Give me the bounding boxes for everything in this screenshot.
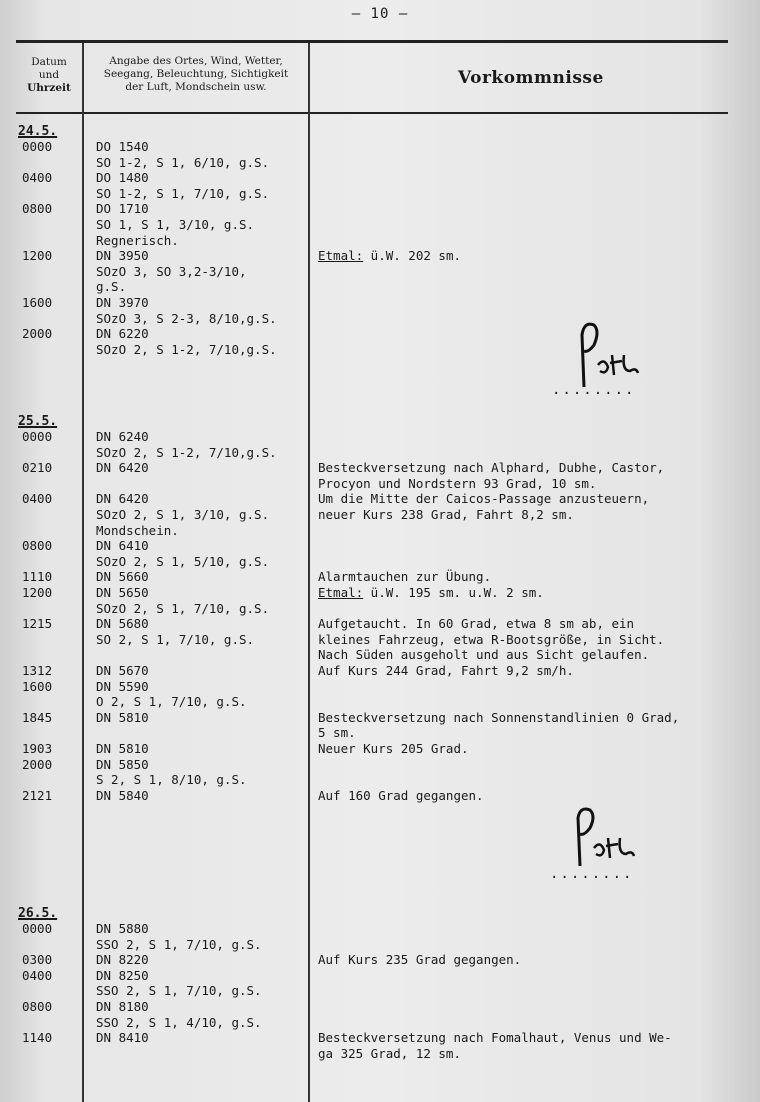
entry-location-weather: DN 5670 — [96, 663, 149, 678]
entry-time: 1200 — [22, 585, 53, 600]
entry-event-text: neuer Kurs 238 Grad, Fahrt 8,2 sm. — [318, 507, 574, 522]
entry-time: 0000 — [22, 921, 53, 936]
entry-time: 0210 — [22, 460, 53, 476]
entry-location-weather: DN 3950 — [96, 248, 149, 264]
entry-location-weather: DN 5850 — [96, 756, 149, 772]
header-datum-line: und — [38, 69, 60, 81]
entry-location-weather: DN 8410 — [96, 1030, 149, 1046]
entry-location-weather: DN 6420 — [96, 491, 149, 507]
entry-time: 2000 — [22, 326, 53, 342]
top-rule — [16, 40, 728, 43]
entry-event-text: Besteckversetzung nach Sonnenstandlinien 0 Grad, — [318, 709, 680, 725]
entry-event-text: Auf Kurs 235 Grad gegangen. — [318, 952, 522, 968]
entry-location-weather: SSO 2, S 1, 7/10, g.S. — [96, 983, 262, 999]
entry-event-text: Besteckversetzung nach Fomalhaut, Venus und We- — [318, 1030, 672, 1046]
entry-time: 1215 — [22, 616, 53, 632]
entry-time: 0000 — [22, 429, 53, 444]
entry-time: 1600 — [22, 295, 53, 310]
entry-event-text: Besteckversetzung nach Alphard, Dubhe, Castor, — [318, 460, 665, 476]
entry-time: 0300 — [22, 952, 53, 968]
entry-time: 2000 — [22, 756, 53, 772]
entry-location-weather: SO 1-2, S 1, 7/10, g.S. — [96, 185, 270, 201]
date-heading: 24.5. — [18, 124, 58, 139]
entry-event-text: Neuer Kurs 205 Grad. — [318, 741, 469, 756]
entry-event-text: kleines Fahrzeug, etwa R-Bootsgröße, in Sicht. — [318, 631, 665, 647]
entry-time: 1312 — [22, 663, 53, 678]
entry-location-weather: DN 6220 — [96, 326, 149, 342]
entry-location-weather: g.S. — [96, 279, 127, 295]
entry-event-text: Um die Mitte der Caicos-Passage anzusteuern, — [318, 491, 650, 507]
entry-time: 1845 — [22, 709, 53, 725]
entry-location-weather: DO 1540 — [96, 139, 149, 154]
entry-time: 0800 — [22, 201, 53, 217]
entry-event-text: Aufgetaucht. In 60 Grad, etwa 8 sm ab, ein — [318, 616, 635, 632]
entry-event — [318, 1031, 672, 1045]
header-ort-line: der Luft, Mondschein usw. — [125, 81, 267, 93]
entry-location-weather: DN 8180 — [96, 999, 149, 1014]
entry-event — [318, 492, 649, 506]
entry-location-weather: DN 5650 — [96, 585, 149, 600]
entry-location-weather: DN 8220 — [96, 952, 149, 968]
entry-event-text: ü.W. 202 sm. — [363, 248, 461, 264]
entry-event — [318, 570, 491, 584]
entry-location-weather: DN 8250 — [96, 967, 149, 983]
entry-location-weather: SOzO 2, S 1, 3/10, g.S. — [96, 507, 270, 522]
entry-time: 1200 — [22, 248, 53, 264]
header-ort-line: Angabe des Ortes, Wind, Wetter, — [109, 55, 283, 67]
entry-event — [318, 711, 679, 725]
entry-location-weather: DN 6420 — [96, 460, 149, 476]
entry-event — [318, 508, 574, 522]
header-rule — [16, 112, 728, 114]
entry-time: 1903 — [22, 741, 53, 756]
entry-location-weather: SOzO 2, S 1, 5/10, g.S. — [96, 553, 270, 569]
entry-location-weather: DN 3970 — [96, 295, 149, 310]
entry-event — [318, 953, 521, 967]
entry-location-weather: SO 1-2, S 1, 6/10, g.S. — [96, 154, 270, 170]
signature-dots-1: ........ — [552, 382, 636, 398]
entry-location-weather: SOzO 2, S 1-2, 7/10,g.S. — [96, 444, 277, 460]
entry-event-text: ü.W. 195 sm. u.W. 2 sm. — [363, 585, 544, 600]
entry-location-weather: SOzO 2, S 1, 7/10, g.S. — [96, 600, 270, 616]
entry-location-weather: SSO 2, S 1, 7/10, g.S. — [96, 936, 262, 952]
entry-time: 1110 — [22, 569, 53, 585]
etmal-label: Etmal: — [318, 585, 364, 600]
entry-event-text: ga 325 Grad, 12 sm. — [318, 1045, 461, 1061]
entry-location-weather: DN 5880 — [96, 921, 149, 936]
entry-location-weather: SOzO 3, S 2-3, 8/10,g.S. — [96, 310, 277, 326]
header-ort-line: Seegang, Beleuchtung, Sichtigkeit — [103, 68, 289, 80]
date-heading: 25.5. — [18, 414, 58, 429]
header-datum-line: Uhrzeit — [27, 82, 71, 94]
entry-location-weather: DN 5680 — [96, 616, 149, 632]
entry-location-weather: DO 1480 — [96, 170, 149, 186]
page-number: – 10 – — [351, 6, 409, 22]
entry-location-weather: Regnerisch. — [96, 232, 179, 248]
column-divider-2 — [308, 43, 310, 1102]
entry-location-weather: S 2, S 1, 8/10, g.S. — [96, 772, 247, 788]
header-vorkommnisse: Vorkommnisse — [458, 68, 604, 88]
entry-time: 0400 — [22, 967, 53, 983]
entry-time: 1140 — [22, 1030, 53, 1046]
signature-dots-2: ........ — [550, 866, 634, 882]
entry-event — [318, 477, 596, 491]
entry-event-text: Auf 160 Grad gegangen. — [318, 787, 484, 803]
entry-event-text: Alarmtauchen zur Übung. — [318, 569, 492, 585]
entry-event — [318, 742, 469, 756]
entry-location-weather: Mondschein. — [96, 522, 179, 538]
entry-location-weather: SOzO 3, SO 3,2-3/10, — [96, 263, 247, 279]
entry-time: 1600 — [22, 678, 53, 694]
header-datum — [18, 56, 80, 95]
header-datum-line: Datum — [31, 56, 67, 68]
entry-time: 0400 — [22, 170, 53, 186]
entry-location-weather: DO 1710 — [96, 201, 149, 217]
entry-event-text: Procyon und Nordstern 93 Grad, 10 sm. — [318, 475, 597, 491]
entry-location-weather: DN 5810 — [96, 709, 149, 725]
entry-event — [318, 726, 356, 740]
entry-location-weather: SSO 2, S 1, 4/10, g.S. — [96, 1014, 262, 1030]
entry-time: 0000 — [22, 139, 53, 154]
entry-event — [318, 664, 574, 678]
entry-event — [318, 617, 634, 631]
entry-time: 0400 — [22, 491, 53, 507]
header-ort — [86, 55, 306, 94]
entry-event-text: Nach Süden ausgeholt und aus Sicht gelaufen. — [318, 647, 650, 663]
entry-event-text: Auf Kurs 244 Grad, Fahrt 9,2 sm/h. — [318, 663, 574, 678]
entry-time: 0800 — [22, 999, 53, 1014]
entry-location-weather: DN 5660 — [96, 569, 149, 585]
entry-location-weather: O 2, S 1, 7/10, g.S. — [96, 694, 247, 710]
entry-location-weather: DN 5810 — [96, 741, 149, 756]
entry-location-weather: DN 5590 — [96, 678, 149, 694]
commander-signature-2 — [568, 802, 648, 872]
entry-location-weather: SOzO 2, S 1-2, 7/10,g.S. — [96, 341, 277, 357]
entry-location-weather: SO 2, S 1, 7/10, g.S. — [96, 631, 255, 647]
date-heading: 26.5. — [18, 906, 58, 921]
entry-location-weather: DN 6410 — [96, 538, 149, 554]
entry-event — [318, 1047, 461, 1061]
entry-event — [318, 586, 544, 600]
entry-event — [318, 249, 461, 263]
entry-time: 0800 — [22, 538, 53, 554]
entry-event — [318, 633, 664, 647]
etmal-label: Etmal: — [318, 248, 364, 264]
entry-event — [318, 461, 664, 475]
entry-location-weather: DN 5840 — [96, 787, 149, 803]
column-divider-1 — [82, 43, 84, 1102]
entry-location-weather: SO 1, S 1, 3/10, g.S. — [96, 217, 255, 232]
entry-event-text: 5 sm. — [318, 725, 356, 741]
entry-event — [318, 789, 484, 803]
entry-event — [318, 648, 649, 662]
entry-location-weather: DN 6240 — [96, 429, 149, 444]
entry-time: 2121 — [22, 787, 53, 803]
